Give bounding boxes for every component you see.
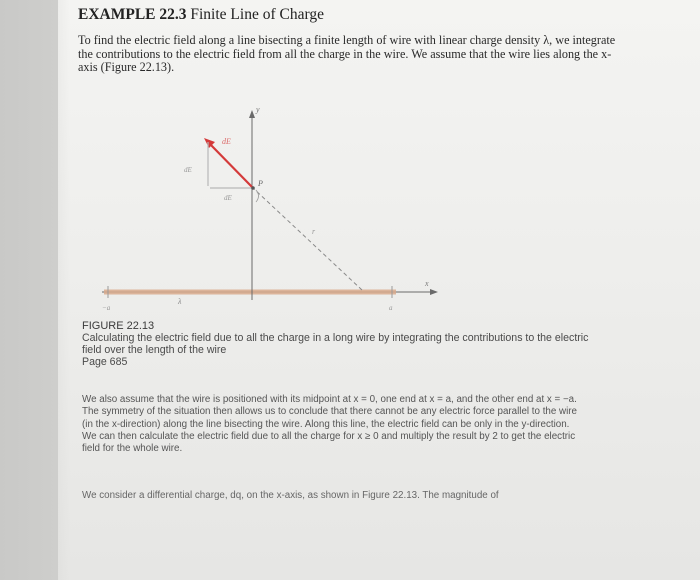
- point-P-label: P: [258, 179, 263, 188]
- pos-a-label: a: [389, 304, 393, 312]
- body-paragraph-1: We also assume that the wire is positioned with its midpoint at x = 0, one end at x = a, and the other end at x = −a. The symmetry of the situation then allows us to conclude that there cannot be any electric force parallel to the wire (in the x-direction) along the line bisecting the wire. Along this line, the electric field can be only in the y-direction. We can then calculate the electric field due to all the charge for x ≥ 0 and multiply the result by 2 to get the electric field for the whole wire.: [82, 394, 578, 455]
- dE-vector: [208, 142, 253, 188]
- page-shadow: [0, 0, 70, 580]
- figure-label: FIGURE 22.13: [82, 320, 155, 332]
- intro-paragraph: To find the electric field along a line bisecting a finite length of wire with linear charge density λ, we integrate the contributions to the electric field from all the charge in the wire. We assume that the wire lies along the x-axis (Figure 22.13).: [78, 33, 616, 74]
- figure-caption: [82, 320, 602, 368]
- x-axis-label: x: [425, 279, 429, 288]
- dEy-label: dE: [184, 166, 192, 174]
- y-axis-arrow: [249, 110, 255, 118]
- example-title: [78, 6, 324, 24]
- neg-a-label: −a: [102, 304, 111, 312]
- y-axis-label: y: [256, 105, 260, 114]
- charged-wire: [104, 290, 396, 295]
- figure-caption-text: Calculating the electric field due to all the charge in a long wire by integrating the contributions to the electric field over the length of the wire: [82, 332, 589, 356]
- dEx-label: dE: [224, 194, 232, 202]
- page-reference: Page 685: [82, 356, 128, 368]
- dE-label: dE: [222, 137, 231, 146]
- r-dashed-line: [253, 188, 362, 290]
- figure-22-13: [80, 100, 440, 320]
- point-P-marker: [251, 186, 255, 190]
- x-axis-arrow: [430, 289, 438, 295]
- example-number: EXAMPLE 22.3: [78, 6, 187, 23]
- body-paragraph-2: We consider a differential charge, dq, on the x-axis, as shown in Figure 22.13. The magnitude of: [82, 490, 499, 501]
- example-title-text: Finite Line of Charge: [190, 6, 324, 23]
- lambda-label: λ: [178, 297, 182, 306]
- angle-arc: [256, 190, 259, 202]
- r-label: r: [312, 227, 316, 236]
